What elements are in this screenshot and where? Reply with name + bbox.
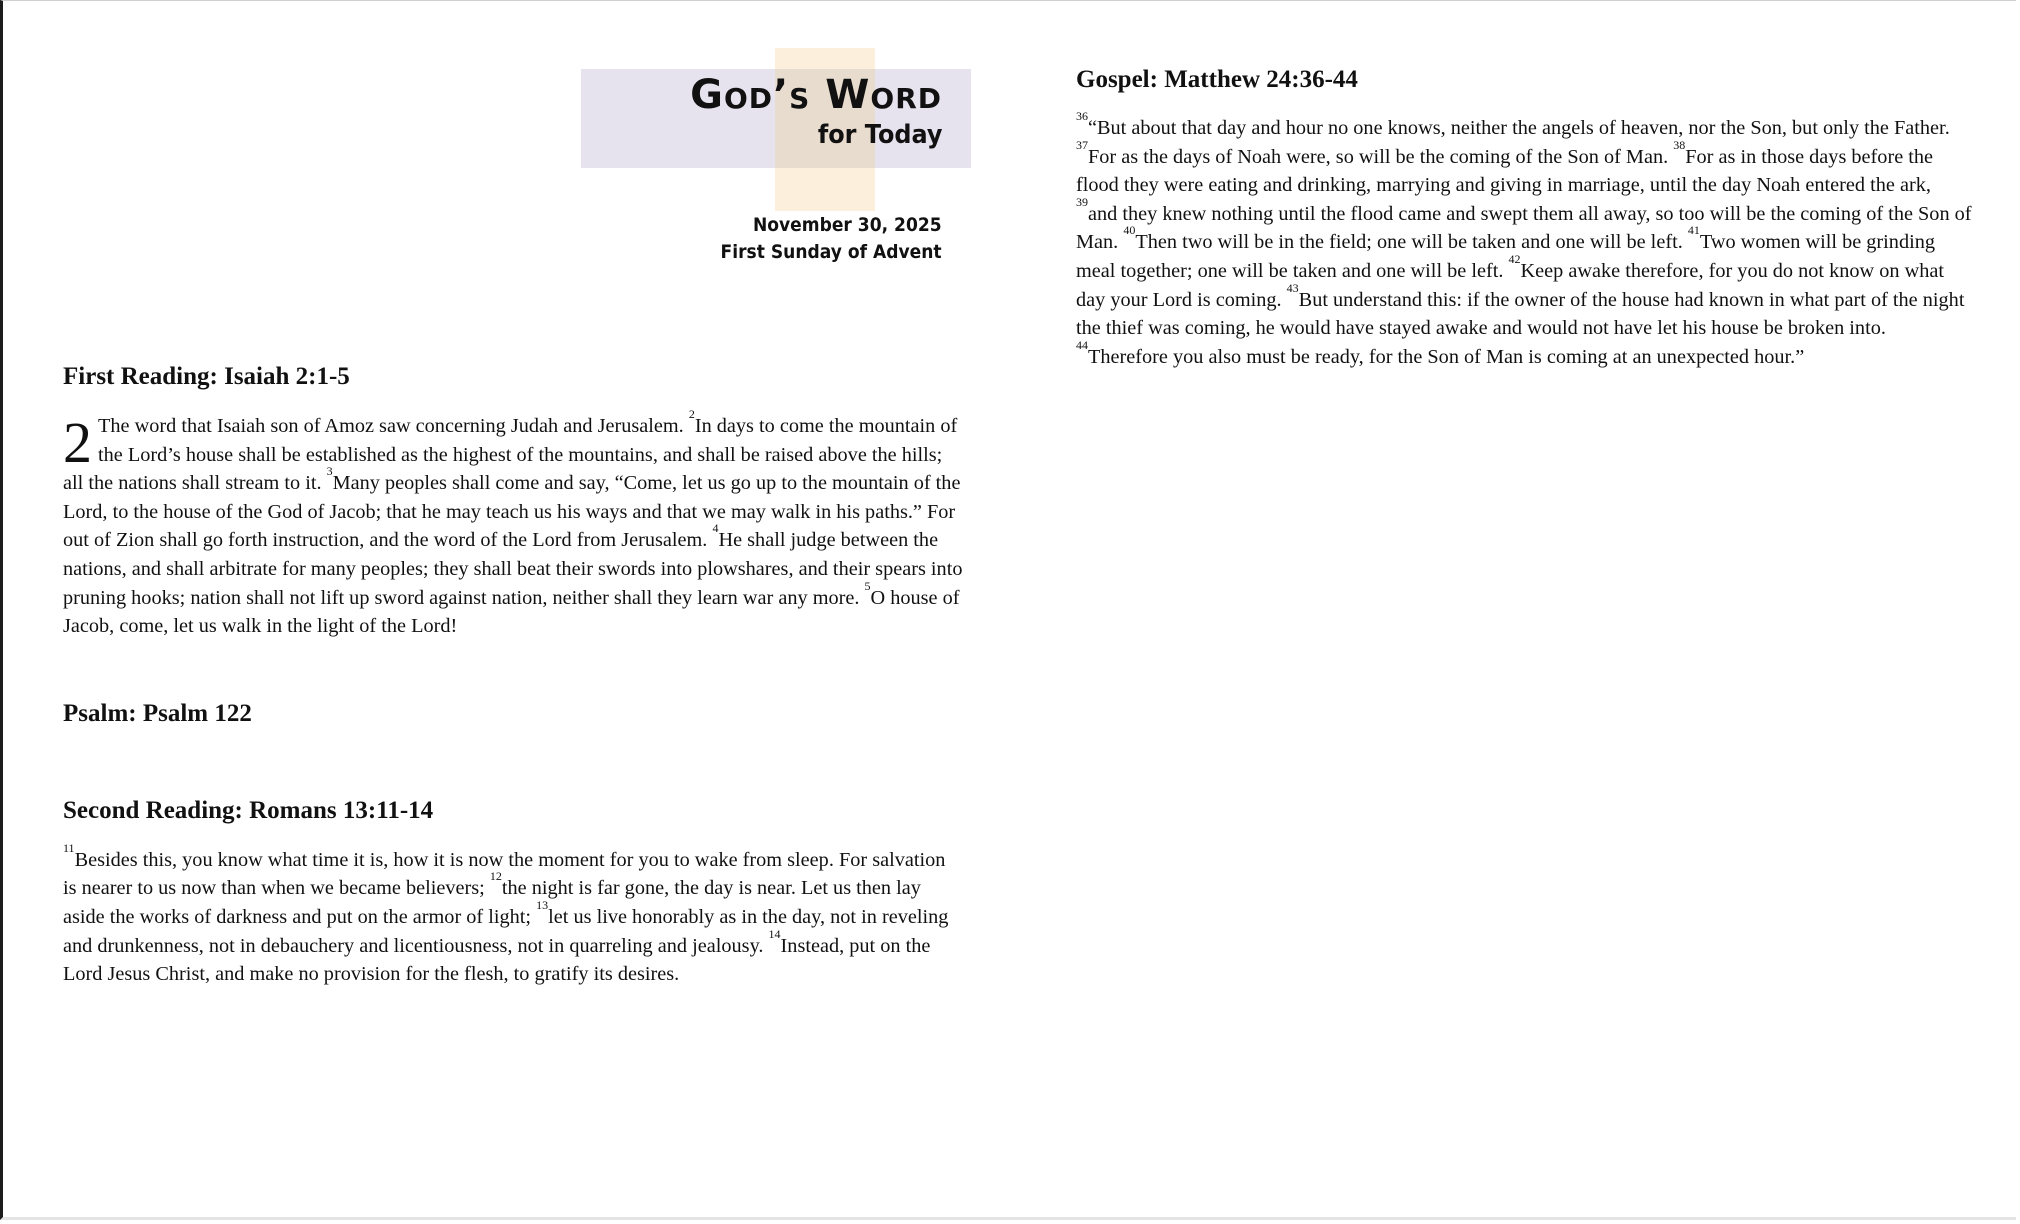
verse-text: Then two will be in the field; one will be taken and one will be left.: [1135, 231, 1688, 254]
verse-number: 12: [489, 869, 502, 884]
verse-text: Instead, put on the Lord Jesus Christ, and make no provision for the flesh, to gratify its desires.: [63, 934, 931, 986]
verse-number: 11: [63, 840, 75, 855]
verse-text: The word that Isaiah son of Amoz saw concerning Judah and Jerusalem.: [98, 415, 689, 437]
chapter-number: 2: [63, 410, 92, 475]
verse-text: Keep awake therefore, for you do not know on what day your Lord is coming.: [1076, 259, 1945, 311]
verse-text: Therefore you also must be ready, for the Son of Man is coming at an unexpected hour.”: [1088, 345, 1805, 368]
psalm-heading: Psalm: Psalm 122: [63, 699, 252, 727]
verse-text: the night is far gone, the day is near. Let us then lay aside the works of darkness and put on the armor of light;: [63, 877, 921, 928]
verse-text: O house of Jacob, come, let us walk in the light of the Lord!: [63, 586, 960, 638]
verse-text: and they knew nothing until the flood came and swept them all away, so too will be the coming of the Son of Man.: [1076, 202, 1972, 254]
right-column: [1076, 63, 1976, 371]
verse-text: In days to come the mountain of the Lord’s house shall be established as the highest of the mountains, and shall be raised above the hills; all the nations shall stream to it.: [63, 415, 958, 495]
masthead-subtitle: for Today: [817, 120, 942, 150]
verse-text: “But about that day and hour no one knows, neither the angels of heaven, nor the Son, but only the Father.: [1088, 117, 1950, 139]
first-reading-text: [63, 407, 963, 641]
masthead-title: God’s Word: [690, 72, 942, 118]
verse-text: For as in those days before the flood they were eating and drinking, marrying and giving in marriage, until the day Noah entered the ark,: [1076, 145, 1934, 197]
verse-text: He shall judge between the nations, and shall arbitrate for many peoples; they shall beat their swords into plowshares, and their spears into pruning hooks; nation shall not lift up sword against nation, neither shall they learn war any more.: [63, 529, 963, 609]
verse-text: Besides this, you know what time it is, how it is now the moment for you to wake from sleep. For salvation is nearer to us now than when we became believers;: [63, 848, 946, 900]
second-reading-text: [63, 840, 963, 989]
verse-text: For as the days of Noah were, so will be the coming of the Son of Man.: [1088, 145, 1674, 168]
verse-text: let us live honorably as in the day, not in reveling and drunkenness, not in debauchery and licentiousness, not in quarreling and jealousy.: [63, 905, 949, 957]
gospel-text: [1076, 109, 1976, 371]
first-reading-heading: First Reading: Isaiah 2:1-5: [63, 363, 350, 390]
gospel-heading: Gospel: Matthew 24:36-44: [1076, 66, 1358, 93]
verse-number: 37: [1076, 137, 1088, 152]
verse-number: 41: [1687, 223, 1700, 238]
verse-number: 14: [768, 926, 781, 941]
verse-number: 5: [864, 578, 871, 593]
second-reading-heading: Second Reading: Romans 13:11-14: [63, 796, 434, 824]
verse-text: Many peoples shall come and say, “Come, let us go up to the mountain of the Lord, to the house of the God of Jacob; that he may teach us his ways and that we may walk in his paths.” For out of Zion shall go forth instruction, and the word of the Lord from Jerusalem.: [63, 472, 961, 552]
verse-text: Two women will be grinding meal together; one will be taken and one will be left.: [1076, 231, 1936, 282]
verse-number: 38: [1673, 137, 1686, 152]
verse-number: 40: [1123, 223, 1136, 238]
verse-number: 36: [1076, 109, 1088, 123]
verse-number: 44: [1076, 337, 1088, 352]
verse-number: 2: [688, 407, 695, 421]
masthead: [580, 48, 972, 263]
verse-number: 39: [1076, 194, 1088, 209]
masthead-date: November 30, 2025: [753, 214, 942, 236]
verse-number: 4: [712, 521, 719, 536]
verse-number: 42: [1508, 251, 1521, 266]
left-column: [63, 360, 963, 989]
verse-number: 3: [326, 464, 333, 479]
verse-number: 43: [1286, 280, 1299, 295]
verse-text: But understand this: if the owner of the house had known in what part of the night the thief was coming, he would have stayed awake and would not have let his house be broken into.: [1076, 288, 1965, 340]
masthead-occasion: First Sunday of Advent: [720, 241, 942, 263]
verse-number: 13: [536, 897, 549, 912]
